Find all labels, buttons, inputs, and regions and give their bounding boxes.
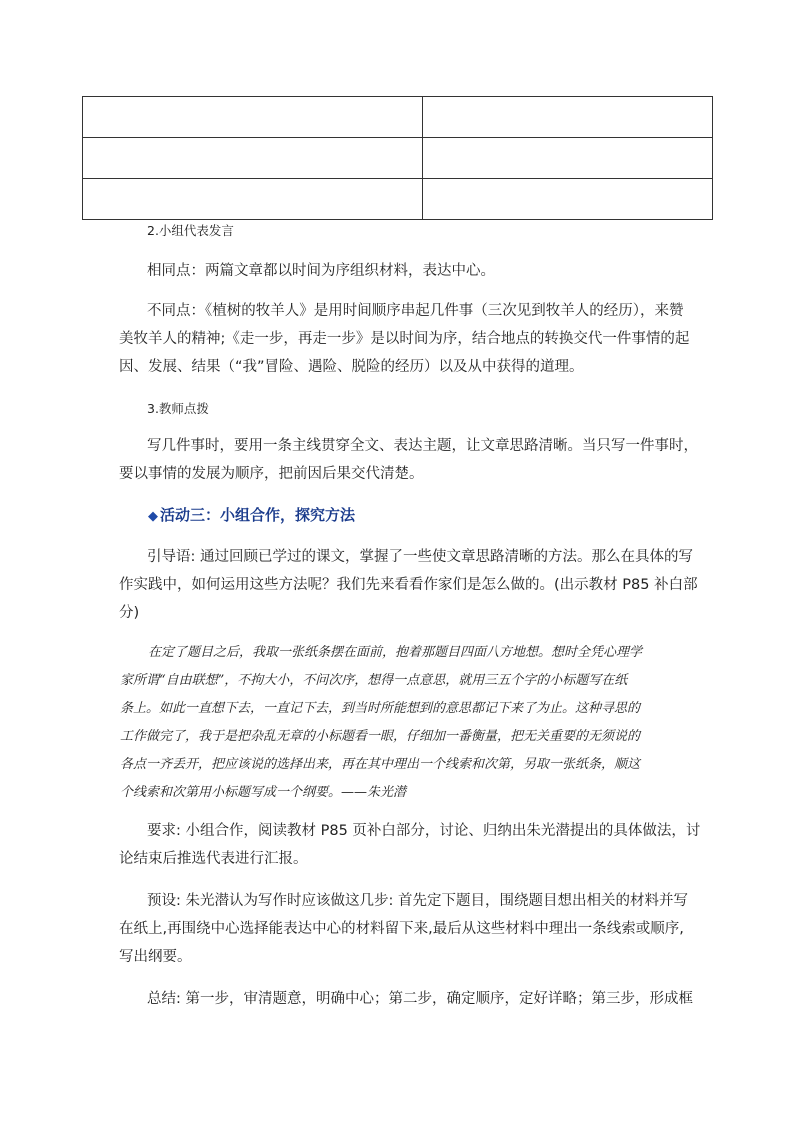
difference-line-2: 美牧羊人的精神;《走一步，再走一步》是以时间为序，结合地点的转换交代一件事情的起 (119, 331, 690, 347)
diamond-icon: ◆ (148, 509, 158, 524)
summary-paragraph (147, 985, 709, 1013)
quote-line-6: 个线索和次第用小标题写成一个纲要。——朱光潜 (120, 785, 407, 800)
section-heading-2: 2.小组代表发言 (147, 223, 234, 238)
preset-line-2: 在纸上,再围绕中心选择能表达中心的材料留下来,最后从这些材料中理出一条线索或顺序, (119, 921, 684, 937)
requirement-paragraph (119, 817, 709, 873)
requirement-line-1: 要求: 小组合作，阅读教材 P85 页补白部分，讨论、归纳出朱光潜提出的具体做法，讨 (147, 823, 701, 839)
difference-line-1: 不同点：《植树的牧羊人》是用时间顺序串起几件事（三次见到牧羊人的经历），来赞 (147, 303, 684, 319)
table-cell (83, 179, 423, 220)
quote-line-2: 家所谓“自由联想”，不拘大小，不问次序，想得一点意思，就用三五个字的小标题写在纸 (120, 673, 628, 688)
table-cell (83, 97, 423, 138)
preset-paragraph (119, 887, 709, 971)
difference-line-3: 因、发展、结果（“我”冒险、遇险、脱险的经历）以及从中获得的道理。 (119, 359, 584, 375)
quote-line-5: 各点一齐丢开，把应该说的选择出来，再在其中理出一个线索和次第，另取一张纸条，顺这 (120, 757, 641, 772)
activity-title-text: 活动三：小组合作，探究方法 (160, 506, 356, 524)
table-row (83, 138, 713, 179)
table-cell (423, 138, 713, 179)
table-cell (423, 97, 713, 138)
quote-line-3: 条上。如此一直想下去，一直记下去，到当时所能想到的意思都记下来了为止。这种寻思的 (120, 701, 641, 716)
quote-line-1: 在定了题目之后，我取一张纸条摆在面前，抱着那题目四面八方地想。想时全凭心理学 (148, 645, 643, 660)
tip-line-1: 写几件事时，要用一条主线贯穿全文、表达主题，让文章思路清晰。当只写一件事时， (147, 438, 698, 454)
requirement-line-2: 论结束后推选代表进行汇报。 (119, 851, 308, 867)
table-row (83, 97, 713, 138)
table-row (83, 179, 713, 220)
tip-line-2: 要以事情的发展为顺序，把前因后果交代清楚。 (119, 466, 424, 482)
quotation-block (120, 639, 714, 807)
preset-line-1: 预设: 朱光潜认为写作时应该做这几步: 首先定下题目，围绕题目想出相关的材料并写 (147, 893, 688, 909)
table-cell (423, 179, 713, 220)
teacher-tip-paragraph (119, 432, 709, 488)
intro-line-2: 作实践中，如何运用这些方法呢？我们先来看看作家们是怎么做的。(出示教材 P85 补白部 (119, 577, 698, 593)
activity-title (148, 504, 355, 525)
section-heading-3: 3.教师点拨 (147, 401, 209, 416)
difference-paragraph (119, 297, 709, 381)
comparison-table (82, 96, 713, 220)
intro-line-1: 引导语: 通过回顾已学过的课文，掌握了一些使文章思路清晰的方法。那么在具体的写 (147, 549, 693, 565)
table-cell (83, 138, 423, 179)
intro-line-3: 分) (119, 605, 140, 621)
intro-paragraph (119, 543, 709, 627)
quote-line-4: 工作做完了，我于是把杂乱无章的小标题看一眼，仔细加一番衡量，把无关重要的无须说的 (120, 729, 641, 744)
summary-line-1: 总结: 第一步，审清题意，明确中心；第二步，确定顺序，定好详略；第三步，形成框 (147, 991, 693, 1007)
similarity-paragraph: 相同点：两篇文章都以时间为序组织材料，表达中心。 (147, 263, 495, 279)
preset-line-3: 写出纲要。 (119, 949, 192, 965)
